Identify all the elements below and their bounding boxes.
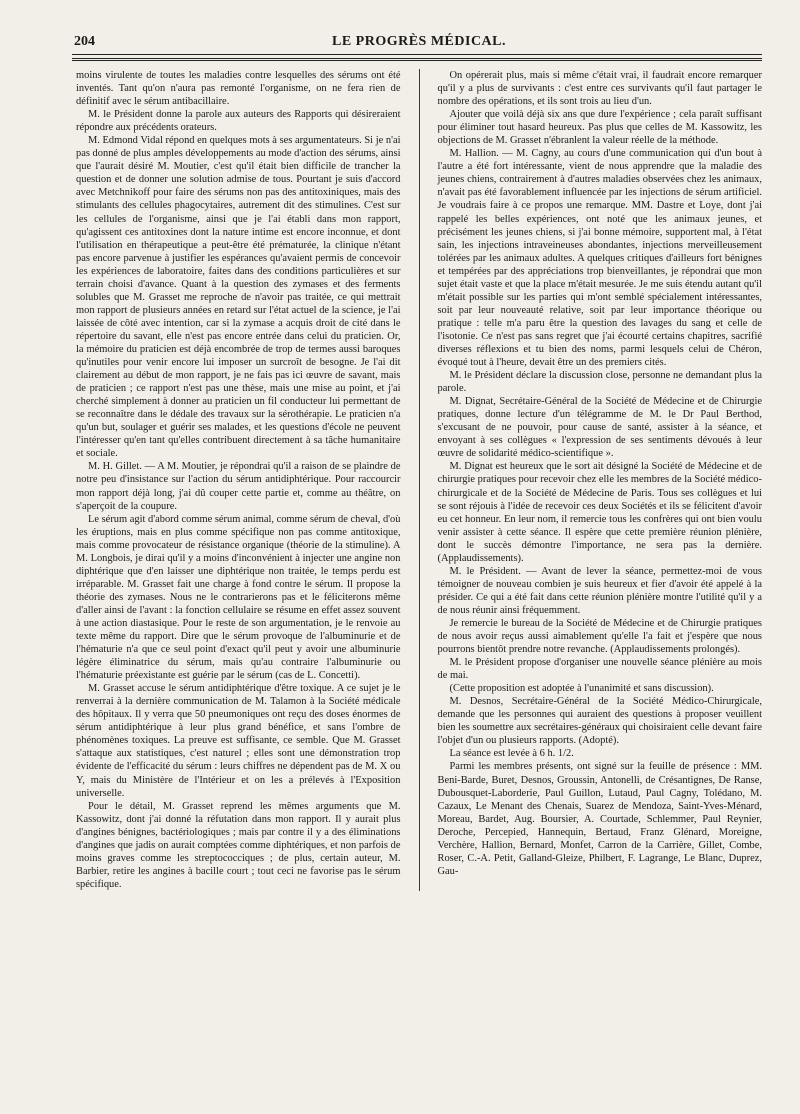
paragraph: Je remercie le bureau de la Société de Médecine et de Chirurgie pratiques de nous avoir reçus aussi aimablement qu'elle l'a fait et j'espère que nous pourrons bientôt prendre notre revanche. (Applaudissements prolongés).	[437, 617, 762, 656]
paragraph: Pour le détail, M. Grasset reprend les mêmes arguments que M. Kassowitz, dont j'ai donné la réfutation dans mon rapport. Il y aurait plus d'angines bénignes, bactériologiques ; mais par contre il y a des éliminations d'angines que jadis on aurait comptées comme diphtériques, et non parfois de moins graves comme les streptococciques ; de plus, certain auteur, M. Barbier, retire les angines à bacille court ; tout ceci ne favorise pas le sérum spécifique.	[76, 800, 401, 890]
paragraph: La séance est levée à 6 h. 1/2.	[449, 748, 574, 760]
column-separator	[419, 69, 420, 891]
paragraph: On opérerait plus, mais si même c'était vrai, il faudrait encore remarquer qu'il y a plus de survivants : c'est entre ces survivants qu'il faut partager le nombre des opérations, et ils sont trois au lieu d'un.	[437, 70, 762, 108]
left-column	[76, 69, 401, 891]
header-rule	[72, 54, 762, 55]
paragraph: M. H. Gillet. — A M. Moutier, je répondrai qu'il a raison de se plaindre de notre peu d'insistance sur l'action du sérum antidiphtérique. Pour raccourcir mon rapport déjà long, j'ai dû couper cette partie et, comme au théâtre, on s'aperçoit de la coupure.	[76, 461, 401, 512]
right-column	[438, 69, 763, 891]
header-double-rule	[72, 58, 762, 61]
paragraph: M. Grasset accuse le sérum antidiphtérique d'être toxique. A ce sujet je le renverrai à la dernière communication de M. Talamon à la Société médicale des hôpitaux. Il y verra que 50 pneumoniques ont reçu des doses énormes de sérum antidiphtérique à leur plus grand bénéfice, et sans l'ombre de phénomènes toxiques. La preuve est suffisante, ce semble. Que M. Grasset s'attaque aux statistiques, c'est naturel ; elles sont une démonstration trop évidente de l'efficacité du sérum : leurs chiffres ne dépendent pas de M. X ou Y, mais du Ministère de l'Intérieur et on les a prélevés à l'Exposition universelle.	[76, 683, 401, 799]
paragraph: M. Hallion. — M. Cagny, au cours d'une communication qui d'un bout à l'autre a été fort intéressante, vient de nous apprendre que la maladie des jeunes chiens, contrairement à d'autres maladies observées chez les animaux, n'avait pas été favorablement influencée par les injections de sérum artificiel. Je voudrais faire à ce propos une remarque. MM. Dastre et Loye, dont j'ai rappelé les belles expériences, ont noté que les animaux jeunes, et précisément les jeunes chiens, si j'ai bonne mémoire, supportent mal, à l'état sain, les injections intraveineuses abondantes, injections merveilleusement tolérées par les animaux adultes. A quelques critiques d'ailleurs fort bénignes et tempérées par des appréciations trop bienveillantes, je répondrai que mon sujet était vaste et que la place m'était mesurée. Je me suis étendu autant qu'il m'était possible sur les parties qui m'ont semblé spécialement intéressantes, soit par leur nouveauté relative, soit par leur importance théorique ou pratique : telle m'a paru être la question des lavages du sang et celle de l'isotonie. Ce n'est pas sans regret que j'ai écourté certains chapitres, sacrifié diverses réflexions et tu bien des noms, parmi lesquels celui de Chéron, évoqué tout à l'heure, devait être un des premiers cités.	[437, 148, 762, 369]
paragraph: M. Dignat est heureux que le sort ait désigné la Société de Médecine et de chirurgie pratiques pour recevoir chez elle les membres de la Société médico-chirurgicale et de la Société de Médecine de Paris. Tous ses collègues et lui se sont réjouis à l'idée de recevoir ces deux Sociétés et ils se félicitent d'avoir eu cet honneur. En leur nom, il remercie tous les confrères qui ont bien voulu venir assister à cette séance. Il espère que cette première réunion plénière, dont le succès démontre l'importance, ne sera pas la dernière. (Applaudissements).	[437, 461, 762, 564]
page-header	[76, 30, 762, 54]
journal-title: LE PROGRÈS MÉDICAL.	[331, 34, 507, 49]
paragraph: M. le Président. — Avant de lever la séance, permettez-moi de vous témoigner de nouveau combien je suis heureux et fier d'avoir été appelé à la présider. Ce qui a été fait dans cette réunion plénière montre l'utilité qu'il y a de nous réunir ainsi fréquemment.	[437, 565, 762, 616]
paragraph: M. Desnos, Secrétaire-Général de la Société Médico-Chirurgicale, demande que les personnes qui auraient des questions à proposer veuillent bien les soumettre aux secrétaires-généraux qui choisiraient celle devant faire l'objet d'un ou plusieurs rapports. (Adopté).	[437, 696, 762, 747]
paragraph: M. le Président déclare la discussion close, personne ne demandant plus la parole.	[437, 370, 762, 395]
paragraph: Parmi les membres présents, ont signé sur la feuille de présence : MM. Beni-Barde, Buret, Desnos, Groussin, Antonelli, de Crésantignes, De Ranse, Dubousquet-Laborderie, Paul Guillon, Lutaud, Paul Cagny, Tolédano, M. Cazaux, Le Menant des Chenais, Suarez de Mendoza, Saint-Yves-Ménard, Moreau, Bardet, Aug. Boursier, A. Courtade, Schlemmer, Paul Reynier, Deroche, Percepied, Hannequin, Bertaud, Franz Glénard, Moreigne, Verchère, Hallion, Bernard, Monfet, Carron de la Carrière, Gillet, Combe, Roser, C.-A. Petit, Galland-Gleize, Philbert, F. Lagrange, Le Blanc, Duprez, Gau-	[437, 761, 762, 877]
paragraph: M. le Président propose d'organiser une nouvelle séance plénière au mois de mai.	[437, 657, 762, 682]
paragraph: Le sérum agit d'abord comme sérum animal, comme sérum de cheval, d'où les éruptions, mais en plus comme spécifique non pas comme antitoxique, mais comme provocateur de résistance organique (théorie de la stimuline). A M. Longbois, je dirai qu'il y a moins d'inconvénient à injecter une angine non diphtérique que d'en laisser une diphtérique non traitée, le temps perdu est irréparable. M. Grasset fait une charge à fond contre le sérum. Il propose la théorie des zymases. Nous ne le contrarierons pas et le féliciterons même d'aller ainsi de l'avant : la fonction cellulaire se résume en effet assez souvent à une action diastasique. Pour le reste de son argumentation, je le renvoie au texte même du rapport. Dire que le sérum provoque de l'albuminurie et de l'hématurie n'a que ce seul point d'exact qu'il peut y avoir une albuminurie légère éliminatrice du sérum, mais qu'au contraire l'albuminurie ou l'hématurie préexistante est guérie par le sérum (cas de L. Concetti).	[76, 513, 401, 682]
paragraph: (Cette proposition est adoptée à l'unanimité et sans discussion).	[449, 683, 714, 695]
paragraph: Ajouter que voilà déjà six ans que dure l'expérience ; cela paraît suffisant pour éliminer tout hasard heureux. Pas plus que celles de M. Kassowitz, les objections de M. Grasset n'ébranlent la valeur réelle de la méthode.	[437, 109, 762, 147]
paragraph: M. Edmond Vidal répond en quelques mots à ses argumentateurs. Si je n'ai pas donné de plus amples développements au mode d'action des sérums, ainsi que l'aurait désiré M. Moutier, c'est qu'il était bien difficile de trancher la question et de donner une solution admise de tous. Pourtant je suis d'accord avec Metchnikoff pour faire des sérums non pas des antitoxiniques, mais des stimulants des cellules phagocytaires, autrement dit des stimulines. C'est sur les cellules de l'organisme, ainsi que je l'ai établi dans mon rapport, qu'agissent ces antitoxines dont la nature intime est encore inconnue, et dont l'utilisation en thérapeutique a peut-être été prématurée, la clinique n'étant pas encore parvenue à justifier les espérances qu'avaient permis de concevoir les expériences de laboratoire, faites dans des conditions particulières et sur terrain choisi d'avance. Quant à la question des zymases et des ferments solubles que M. Grasset me reproche de n'avoir pas traitée, ce qui mettrait mon rapport de plusieurs années en retard sur l'état actuel de la science, je l'ai laissée de côté avec intention, car si la zymase a acquis droit de cité dans le répertoire du savant, elle n'est pas encore entrée dans celui du praticien. Or, la mémoire du praticien est déjà encombrée de trop de termes aussi baroques qu'inutiles pour venir encore lui imposer un surcroît de besogne. Je l'ai dit clairement au début de mon rapport, je ne fais pas ici œuvre de savant, mais de praticien ; ce rapport n'est pas une thèse, mais une mise au point, et j'ai cherché simplement à donner au praticien un fil conducteur lui permettant de se reconnaître dans le dédale des travaux sur la sérothérapie. Le praticien n'a qu'un but, soulager et guérir ses malades, et les questions d'école ne peuvent l'intéresser qu'en tant qu'elles contribuent directement à sa tâche humanitaire et sociale.	[76, 135, 401, 460]
paragraph: M. Dignat, Secrétaire-Général de la Société de Médecine et de Chirurgie pratiques, donne lecture d'un télégramme de M. le Dr Paul Berthod, s'excusant de ne pouvoir, pour cause de santé, assister à la séance, et envoyant à ses collègues « l'expression de ses sentiments dévoués à leur œuvre de solidarité médico-scientifique ».	[437, 396, 762, 460]
text-columns	[76, 69, 762, 891]
paragraph: M. le Président donne la parole aux auteurs des Rapports qui désireraient répondre aux précédents orateurs.	[76, 109, 401, 134]
paragraph: moins virulente de toutes les maladies contre lesquelles des sérums ont été inventés. Tant qu'on n'aura pas remonté l'organisme, on ne fera rien de définitif avec le sérum antibacillaire.	[76, 70, 401, 108]
page-number: 204	[74, 34, 95, 49]
